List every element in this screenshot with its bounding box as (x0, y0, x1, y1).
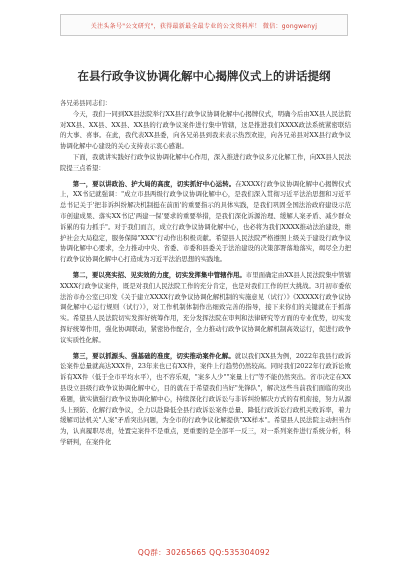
section-body: 就以我们XX县为例，2022年我县行政诉讼案件总量就高达XXX件，23年来也已有XX件，案件上行趋势仍然较高。同时我们2022年行政诉讼败诉有XX件（低于全市平均水平），也不容乐观，"案多人少""案量上行"等不能仍然突出。省市决定在XX县设立县级行政争议协调化解中心，目的就在于希望我们当好"先锋队"，解决这些当前我们面临的突出难题，做实做强行政争议协调化解中心，持续深化行政诉讼与非诉纠纷解决方式的有机衔接，努力从源头上预防、化解行政争议，全力以赴降低全县行政诉讼案件总量、降低行政诉讼行政机关败诉率，着力缓解司法机关"人案"矛盾突出问题，为全市的行政争议化解提供"XX样本"。希望县人民法院主动担当作为，认真履职尽责，处置完案件不是重点，更重要的是全部平一反三，对一系列案件进行系统分析，科学研判，在案件化 (60, 351, 351, 446)
section-paragraph (60, 351, 351, 448)
section-heading: 第二，要以亮实招、见实效的力度，切实发挥集中管辖作用。 (72, 270, 246, 279)
document-title: 在县行政争议协调化解中心揭牌仪式上的讲话提纲 (77, 69, 331, 83)
section-heading: 第一，要以讲政治、护大局的高度，切实抓好中心运转。 (72, 179, 236, 188)
intro-paragraph: 今天，我们一同到XX县法院举行XX县行政争议协调化解中心揭牌仪式，明确今后由XX县人民法院对XX县、XX县、XX县、XX县的行政争议案件进行集中管辖，这是推进我们XXXX政法系统紧密联结的大事、喜事。在此，我代表XX县委，向各兄弟县到我来表示热烈欢迎，向各兄弟县对XX县行政争议协调化解中心建设的关心支持表示衷心感谢。 (60, 109, 351, 151)
footer-contact: QQ群：30265665 QQ:535304092 (137, 548, 271, 557)
banner-text: 关注头条号"公文研究"，获得最新最全最专业的公文资料库！ 微信：gongwenyj (90, 22, 318, 30)
section-heading: 第三，要以抓源头、强基础的准度，切实推动案件化解。 (72, 351, 235, 360)
header-banner (60, 14, 348, 36)
section-paragraph (60, 270, 351, 346)
salutation: 各兄弟县同志们： (60, 99, 112, 107)
section-paragraph (60, 179, 351, 265)
section-body: 市里面确定由XX县人民法院集中管辖XXXX行政争议案件，既是对我们人民法院工作的充分肯定，也是对我们工作的巨大挑战。3月初市委依法治市办公室已印发《关于建立XXXX行政争议协调化解机制的实施意见（试行）》《XXXXX行政争议协调化解中心运行规则（试行）》，对工作机制体制作出细致完善的指导，接下来你们的关键就在于抓落实。希望县人民法院切实发挥好统筹作用，充分发挥法院在审判和法律研究等方面的专业优势，切实发挥好统筹作用，强化协调联动，紧密协作配合，全力推动行政争议协调化解机制高效运行，促进行政争议实质性化解。 (60, 270, 352, 344)
intro-paragraph: 下面，我就讲实践好行政争议协调化解中心作用，深入推进行政争议多元化解工作，向XX县人民法院提三点希望： (60, 152, 351, 172)
document-body (60, 98, 351, 448)
section-body: 在XXXX行政争议协调化解中心揭牌仪式上，XX书记就强调："成立市县两级行政争议协调化解中心，是我们深入贯彻习近平法治思想和习近平总书记关于'把非诉纠纷解决机制挺在前面'的重要指示的具体实践，是我们巩固全国法治政府建设示范市创建成果、落实XX书记'两建一保'要求的重要举措，是我们深化诉源治理、缓解人案矛盾、减少群众诉累的有力抓手"。对于我们而言，成立行政争议协调化解中心，也必将为我们XXXX推动法治建设，维护社会大局稳定，服务保障"XXX"行动作出积极贡献。希望县人民法院严格遵照上级关于建设行政争议协调化解中心要求，全力推动中央、省委、市委和县委关于法治建设的决策部署落地落实，竭尽全力把行政争议协调化解中心打造成为习近平法治思想的实践地。 (60, 179, 351, 264)
